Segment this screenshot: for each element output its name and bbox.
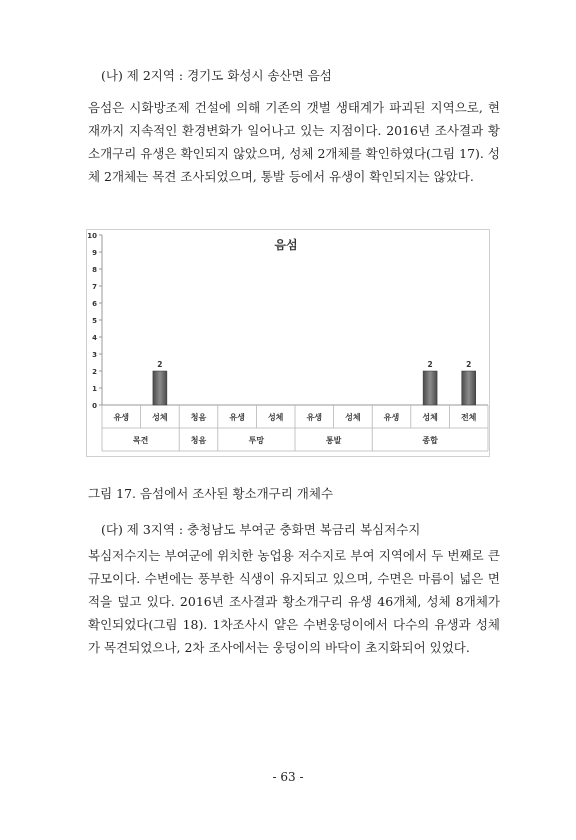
category-label: 유생 bbox=[229, 413, 245, 422]
figure-caption: 그림 17. 음섬에서 조사된 황소개구리 개체수 bbox=[88, 486, 334, 501]
group-label: 종합 bbox=[422, 436, 438, 445]
category-label: 유생 bbox=[306, 413, 323, 422]
category-label: 성체 bbox=[152, 413, 168, 422]
y-tick-label: 8 bbox=[92, 266, 97, 274]
category-label: 유생 bbox=[113, 413, 130, 422]
group-label: 목견 bbox=[132, 436, 149, 445]
bar bbox=[153, 371, 167, 405]
y-tick-label: 10 bbox=[87, 232, 97, 240]
bar-chart bbox=[86, 229, 490, 457]
y-tick-label: 9 bbox=[92, 249, 97, 257]
y-tick-label: 7 bbox=[92, 283, 97, 291]
y-tick-label: 4 bbox=[92, 334, 97, 342]
category-label: 청음 bbox=[190, 413, 207, 422]
region-3-paragraph: 복심저수지는 부여군에 위치한 농업용 저수지로 부여 지역에서 두 번째로 큰 규모이다. 수변에는 풍부한 식생이 유지되고 있으며, 수면은 마름이 넓은 면적을 덮고 있다. 2016년 조사결과 황소개구리 유생 46개체, 성체 8개체가 확인되었다(그림 18). 1차조사시 얕은 수변웅덩이에서 다수의 유생과 성체가 목견되었으나, 2차 조사에서는 웅덩이의 바닥이 초지화되어 있었다. bbox=[88, 548, 500, 655]
section-heading-region-3: (다) 제 3지역 : 충청남도 부여군 충화면 복금리 복심저수지 bbox=[101, 522, 421, 537]
bar bbox=[462, 371, 476, 405]
data-label: 2 bbox=[157, 360, 163, 369]
y-tick-label: 2 bbox=[92, 368, 97, 376]
category-label: 전체 bbox=[460, 413, 477, 422]
y-tick-label: 1 bbox=[92, 385, 97, 393]
page-number: - 63 - bbox=[272, 770, 304, 784]
category-label: 성체 bbox=[345, 413, 361, 422]
group-label: 투망 bbox=[248, 436, 265, 445]
group-label: 청음 bbox=[190, 436, 207, 445]
group-label: 통발 bbox=[325, 436, 342, 445]
section-heading-region-2: (나) 제 2지역 : 경기도 화성시 송산면 음섬 bbox=[101, 68, 332, 83]
category-label: 성체 bbox=[267, 413, 284, 422]
data-label: 2 bbox=[427, 360, 433, 369]
chart-frame bbox=[87, 230, 490, 457]
category-label: 유생 bbox=[383, 413, 400, 422]
chart-title: 음섬 bbox=[274, 238, 298, 252]
data-label: 2 bbox=[466, 360, 472, 369]
region-2-paragraph: 음섬은 시화방조제 건설에 의해 기존의 갯벌 생태계가 파괴된 지역으로, 현재까지 지속적인 환경변화가 일어나고 있는 지점이다. 2016년 조사결과 황소개구리 유생은 확인되지 않았으며, 성체 2개체를 확인하였다(그림 17). 성체 2개체는 목견 조사되었으며, 통발 등에서 유생이 확인되지는 않았다. bbox=[88, 100, 500, 184]
bar bbox=[423, 371, 437, 405]
y-tick-label: 3 bbox=[92, 351, 97, 359]
y-tick-label: 0 bbox=[92, 402, 97, 410]
y-tick-label: 6 bbox=[92, 300, 97, 308]
y-tick-label: 5 bbox=[92, 317, 97, 325]
category-label: 성체 bbox=[422, 413, 438, 422]
